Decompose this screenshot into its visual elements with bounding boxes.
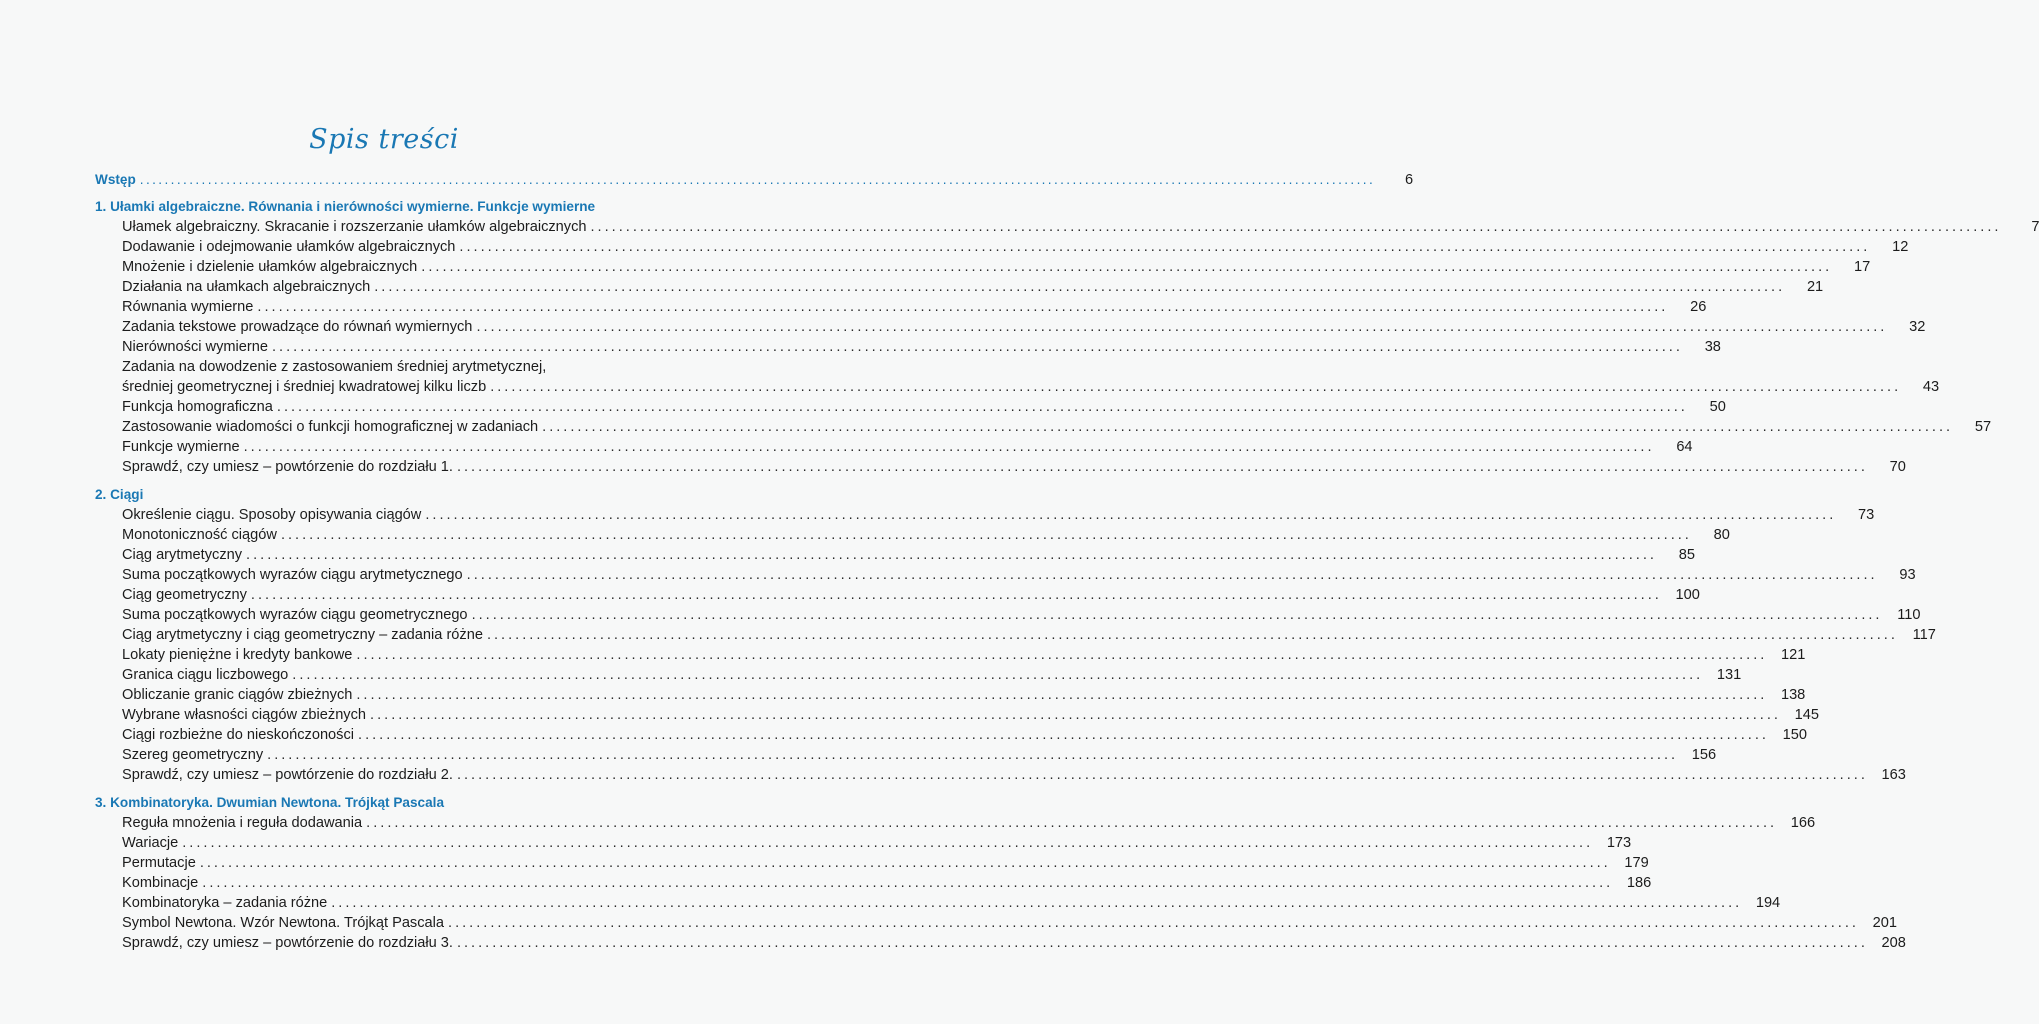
toc-entry-page: 50: [1709, 399, 1726, 415]
dot-leader: ........................................................................................................................................................................................................: [139, 172, 1376, 187]
toc-entry: [95, 913, 1897, 933]
toc-entry: [95, 585, 1700, 605]
toc-entry-label: Obliczanie granic ciągów zbieżnych: [122, 687, 353, 703]
dot-leader: ........................................................................................................................................................................................................: [370, 707, 1781, 723]
toc-entry-page: 186: [1626, 875, 1652, 891]
toc-entry-label: Funkcje wymierne: [122, 439, 240, 455]
dot-leader: ........................................................................................................................................................................................................: [490, 379, 1902, 395]
toc-entry: [95, 853, 1649, 873]
toc-entry-label: Funkcja homograficzna: [122, 399, 273, 415]
toc-entry: [95, 565, 1916, 585]
toc-entry-page: 121: [1780, 647, 1806, 663]
toc-entry-page: 57: [1974, 419, 1992, 435]
toc-entry-page: 17: [1853, 259, 1871, 275]
dot-leader: ........................................................................................................................................................................................................: [366, 815, 1778, 831]
toc-entry-page: 6: [1405, 172, 1414, 188]
toc-entry-label: Kombinatoryka – zadania różne: [122, 895, 328, 911]
toc-chapter: [95, 485, 1936, 785]
chapter-heading: 2. Ciągi: [95, 487, 144, 502]
toc-entry-page: 179: [1624, 855, 1649, 871]
toc-entry-page: 64: [1676, 439, 1693, 455]
dot-leader: ........................................................................................................................................................................................................: [471, 607, 1883, 623]
toc-entry-label: Lokaty pieniężne i kredyty bankowe: [122, 647, 353, 663]
toc-entry: [95, 765, 1906, 785]
toc-entry: [95, 745, 1717, 765]
toc-entry: [95, 645, 1806, 665]
toc-entry: [95, 813, 1816, 833]
toc-entry-label: Wybrane własności ciągów zbieżnych: [122, 707, 367, 723]
toc-entry-page: 117: [1912, 627, 1936, 643]
toc-entry-label: Ciąg geometryczny: [122, 587, 247, 603]
toc-entry: [95, 873, 1652, 893]
toc-entry-label: Sprawdź, czy umiesz – powtórzenie do rozdziału 2.: [122, 767, 453, 783]
toc-entry: [95, 457, 1906, 477]
toc-entry: [95, 705, 1819, 725]
toc-chapter: [95, 197, 2039, 477]
toc-entry-label: Zastosowanie wiadomości o funkcji homograficznej w zadaniach: [122, 419, 539, 435]
dot-leader: ........................................................................................................................................................................................................: [358, 727, 1769, 743]
dot-leader: ........................................................................................................................................................................................................: [466, 567, 1878, 583]
dot-leader: ........................................................................................................................................................................................................: [182, 835, 1594, 851]
dot-leader: ........................................................................................................................................................................................................: [374, 279, 1786, 295]
toc-entry-label: Zadania na dowodzenie z zastosowaniem średniej arytmetycznej,: [122, 359, 547, 375]
toc-entry: [95, 257, 1871, 277]
toc-entry-label: Ciąg arytmetyczny i ciąg geometryczny – zadania różne: [122, 627, 483, 643]
toc-entry-page: 166: [1790, 815, 1816, 831]
toc-entry-label: Sprawdź, czy umiesz – powtórzenie do rozdziału 1.: [122, 459, 453, 475]
page-title: Spis treści: [309, 124, 459, 155]
toc-entry-page: 12: [1892, 239, 1909, 255]
dot-leader: ........................................................................................................................................................................................................: [486, 627, 1898, 643]
toc-entry-page: 173: [1606, 835, 1632, 851]
chapter-heading: 3. Kombinatoryka. Dwumian Newtona. Trójkąt Pascala: [95, 795, 445, 810]
toc-entry-page: 73: [1858, 507, 1875, 523]
toc-entry: [95, 545, 1695, 565]
toc-entry: [95, 217, 2039, 237]
toc-entry-label: Ułamek algebraiczny. Skracanie i rozszerzanie ułamków algebraicznych: [122, 219, 587, 235]
toc-entry-page: 21: [1806, 279, 1824, 295]
dot-leader: ........................................................................................................................................................................................................: [199, 855, 1611, 871]
toc-entry: [95, 277, 1824, 297]
toc-entry: [95, 505, 1875, 525]
toc-entry: [95, 297, 1707, 317]
toc-entry: [95, 625, 1936, 645]
toc-entry: [95, 725, 1807, 745]
dot-leader: ........................................................................................................................................................................................................: [448, 915, 1859, 931]
dot-leader: ........................................................................................................................................................................................................: [421, 259, 1833, 275]
toc-entry-page: 110: [1897, 607, 1921, 623]
toc-entry-label-continued: średniej geometrycznej i średniej kwadratowej kilku liczb: [122, 379, 487, 395]
toc-entry: [95, 933, 1906, 953]
toc-intro-entry: [95, 170, 1414, 190]
dot-leader: ........................................................................................................................................................................................................: [280, 527, 1692, 543]
toc-entry-label: Granica ciągu liczbowego: [122, 667, 289, 683]
toc-entry-label: Określenie ciągu. Sposoby opisywania ciągów: [122, 507, 422, 523]
toc-entry-label: Suma początkowych wyrazów ciągu arytmetycznego: [122, 567, 463, 583]
toc-entry-page: 32: [1909, 319, 1926, 335]
toc-entry: [95, 893, 1781, 913]
chapter-item-list: [95, 505, 1936, 785]
dot-leader: ........................................................................................................................................................................................................: [456, 459, 1868, 475]
dot-leader: ........................................................................................................................................................................................................: [267, 747, 1679, 763]
dot-leader: ........................................................................................................................................................................................................: [456, 767, 1868, 783]
toc-entry-label: Zadania tekstowe prowadzące do równań wymiernych: [122, 319, 473, 335]
toc-entry: [95, 417, 1992, 437]
toc-entry-line-2: [95, 377, 1940, 397]
toc-entry-label: Reguła mnożenia i reguła dodawania: [122, 815, 363, 831]
toc-entry-page: 145: [1794, 707, 1819, 723]
dot-leader: ........................................................................................................................................................................................................: [356, 687, 1768, 703]
toc-entry-label: Ciąg arytmetyczny: [122, 547, 243, 563]
chapter-item-list: [95, 813, 1906, 953]
toc-chapter: [95, 793, 1906, 953]
chapter-heading: 1. Ułamki algebraiczne. Równania i nierówności wymierne. Funkcje wymierne: [95, 199, 596, 214]
toc-entry-page: 38: [1704, 339, 1721, 355]
toc-entry: [95, 237, 1909, 257]
dot-leader: ........................................................................................................................................................................................................: [246, 547, 1657, 563]
toc-entry-page: 85: [1678, 547, 1695, 563]
toc-entry-page: 194: [1755, 895, 1781, 911]
toc-entry: [95, 605, 1921, 625]
toc-entry-label: Suma początkowych wyrazów ciągu geometrycznego: [122, 607, 468, 623]
dot-leader: ........................................................................................................................................................................................................: [250, 587, 1662, 603]
toc-entry-page: 163: [1881, 767, 1906, 783]
toc-entry-label: Symbol Newtona. Wzór Newtona. Trójkąt Pascala: [122, 915, 445, 931]
dot-leader: ........................................................................................................................................................................................................: [590, 219, 2002, 235]
toc-entry-label: Mnożenie i dzielenie ułamków algebraicznych: [122, 259, 418, 275]
table-of-contents: [95, 170, 2039, 953]
dot-leader: ........................................................................................................................................................................................................: [271, 339, 1683, 355]
toc-entry: [95, 317, 1926, 337]
toc-entry-line-1: [95, 357, 698, 377]
dot-leader: ........................................................................................................................................................................................................: [243, 439, 1655, 455]
dot-leader: ........................................................................................................................................................................................................: [292, 667, 1704, 683]
toc-entry-label: Wstęp: [95, 172, 136, 187]
toc-entry-label: Kombinacje: [122, 875, 199, 891]
toc-entry-page: 208: [1881, 935, 1906, 951]
dot-leader: ........................................................................................................................................................................................................: [276, 399, 1688, 415]
dot-leader: ........................................................................................................................................................................................................: [257, 299, 1669, 315]
toc-entry-page: 100: [1675, 587, 1700, 603]
toc-entry-page: 201: [1872, 915, 1897, 931]
toc-entry-label: Monotoniczność ciągów: [122, 527, 277, 543]
dot-leader: ........................................................................................................................................................................................................: [202, 875, 1614, 891]
toc-entry-page: 80: [1713, 527, 1730, 543]
toc-entry-label: Wariacje: [122, 835, 179, 851]
toc-entry-page: 150: [1782, 727, 1807, 743]
toc-entry-page: 131: [1716, 667, 1742, 683]
toc-entry-page: 93: [1899, 567, 1916, 583]
toc-entry-label: Sprawdź, czy umiesz – powtórzenie do rozdziału 3.: [122, 935, 453, 951]
dot-leader: ........................................................................................................................................................................................................: [542, 419, 1954, 435]
toc-entry: [95, 665, 1742, 685]
toc-entry-label: Dodawanie i odejmowanie ułamków algebraicznych: [122, 239, 456, 255]
chapter-item-list: [95, 217, 2039, 477]
toc-entry: [95, 833, 1632, 853]
toc-entry: [95, 437, 1693, 457]
toc-entry: [95, 397, 1726, 417]
dot-leader: ........................................................................................................................................................................................................: [456, 935, 1868, 951]
toc-entry-label: Nierówności wymierne: [122, 339, 268, 355]
toc-entry-page: 43: [1922, 379, 1940, 395]
toc-entry-page: 156: [1691, 747, 1717, 763]
toc-entry-page: 70: [1889, 459, 1906, 475]
toc-entry: [95, 685, 1806, 705]
dot-leader: ........................................................................................................................................................................................................: [476, 319, 1888, 335]
dot-leader: ........................................................................................................................................................................................................: [459, 239, 1871, 255]
dot-leader: ........................................................................................................................................................................................................: [425, 507, 1837, 523]
toc-entry-page: 138: [1780, 687, 1806, 703]
toc-entry-label: Równania wymierne: [122, 299, 254, 315]
toc-entry-label: Szereg geometryczny: [122, 747, 264, 763]
toc-entry-label: Ciągi rozbieżne do nieskończoności: [122, 727, 355, 743]
dot-leader: ........................................................................................................................................................................................................: [331, 895, 1743, 911]
dot-leader: ........................................................................................................................................................................................................: [356, 647, 1768, 663]
toc-entry-page: 26: [1690, 299, 1707, 315]
toc-entry: [95, 337, 1721, 357]
toc-entry-page: 7: [2031, 219, 2039, 235]
toc-entry: [95, 525, 1730, 545]
toc-entry-label: Permutacje: [122, 855, 196, 871]
toc-entry-label: Działania na ułamkach algebraicznych: [122, 279, 371, 295]
